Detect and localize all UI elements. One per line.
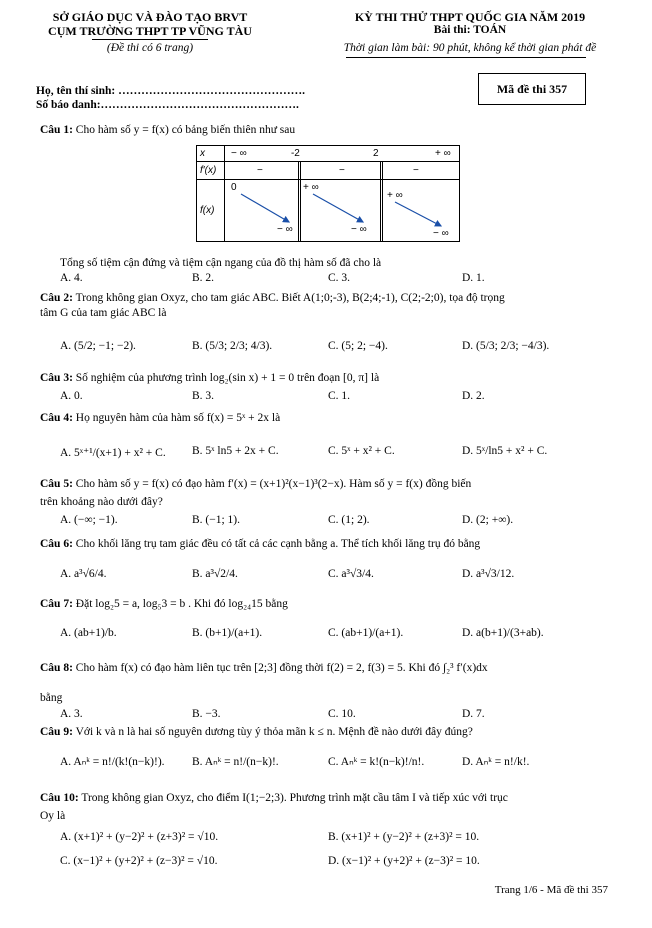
- question-7-text: Đặt log₂5 = a, log₅3 = b . Khi đó log₂₄15 bằng: [75, 598, 288, 610]
- vt-arrow-1: [241, 194, 289, 222]
- q2-option-a[interactable]: A. (5/2; −1; −2).: [60, 340, 136, 352]
- q5-option-b[interactable]: B. (−1; 1).: [192, 514, 241, 526]
- question-5-text-2: trên khoảng nào dưới đây?: [40, 496, 163, 508]
- vt-sign-1: −: [256, 165, 263, 176]
- question-1-label: Câu 1:: [40, 124, 73, 136]
- q4-option-a[interactable]: A. 5ˣ⁺¹/(x+1) + x² + C.: [60, 447, 166, 459]
- q9-option-b[interactable]: B. Aₙᵏ = n!/(n−k)!.: [192, 756, 279, 768]
- time-note: Thời gian làm bài: 90 phút, không kể thời gian phát đề: [343, 42, 597, 54]
- vt-fprime-label: f′(x): [197, 162, 225, 180]
- vt-f-0: 0: [230, 182, 237, 193]
- q9-option-d[interactable]: D. Aₙᵏ = n!/k!.: [462, 756, 530, 768]
- q7-option-d[interactable]: D. a(b+1)/(3+ab).: [462, 627, 544, 639]
- question-4-label: Câu 4:: [40, 412, 73, 424]
- question-5: [40, 478, 471, 490]
- q7-option-b[interactable]: B. (b+1)/(a+1).: [192, 627, 263, 639]
- q4-option-c[interactable]: C. 5ˣ + x² + C.: [328, 445, 395, 457]
- q4-option-b[interactable]: B. 5ˣ ln5 + 2x + C.: [192, 445, 279, 457]
- q10-option-c[interactable]: C. (x−1)² + (y+2)² + (z−3)² = √10.: [60, 855, 218, 867]
- question-6: [40, 538, 480, 550]
- question-1-after: Tổng số tiệm cận đứng và tiệm cận ngang của đồ thị hàm số đã cho là: [60, 257, 382, 269]
- vt-sign-3: −: [412, 165, 419, 176]
- page-footer: Trang 1/6 - Mã đề thi 357: [494, 884, 608, 896]
- q5-option-c[interactable]: C. (1; 2).: [328, 514, 370, 526]
- candidate-id-label: Số báo danh:…………………………………………….: [36, 99, 299, 111]
- question-10-text: Trong không gian Oxyz, cho điểm I(1;−2;3). Phương trình mặt cầu tâm I và tiếp xúc với trục: [81, 792, 508, 804]
- question-5-label: Câu 5:: [40, 478, 73, 490]
- page-count-note: (Đề thi có 6 trang): [106, 42, 194, 54]
- question-3-label: Câu 3:: [40, 372, 73, 384]
- q8-option-d[interactable]: D. 7.: [462, 708, 485, 720]
- vt-x-row: [224, 146, 459, 162]
- question-10: [40, 792, 508, 804]
- question-2: [40, 292, 505, 304]
- q2-option-c[interactable]: C. (5; 2; −4).: [328, 340, 388, 352]
- q9-option-c[interactable]: C. Aₙᵏ = k!(n−k)!/n!.: [328, 756, 425, 768]
- vt-fprime-row: [224, 162, 459, 180]
- vt-x-2: 2: [372, 148, 379, 159]
- vt-asymptote-mark-1: [298, 161, 301, 180]
- vt-x-label: x: [197, 146, 225, 162]
- q6-option-c[interactable]: C. a³√3/4.: [328, 568, 374, 580]
- question-9: [40, 726, 473, 738]
- vt-f-minus-inf-1: − ∞: [276, 224, 293, 235]
- question-2-text-2: tâm G của tam giác ABC là: [40, 307, 167, 319]
- question-4-text: Họ nguyên hàm của hàm số f(x) = 5ˣ + 2x là: [75, 412, 281, 424]
- q10-option-a[interactable]: A. (x+1)² + (y−2)² + (z+3)² = √10.: [60, 831, 219, 843]
- q1-option-c[interactable]: C. 3.: [328, 272, 351, 284]
- vt-f-plus-inf-1: + ∞: [302, 182, 319, 193]
- q1-option-b[interactable]: B. 2.: [192, 272, 215, 284]
- q5-option-d[interactable]: D. (2; +∞).: [462, 514, 514, 526]
- cluster-title: CỤM TRƯỜNG THPT TP VŨNG TÀU: [48, 24, 252, 38]
- q6-option-d[interactable]: D. a³√3/12.: [462, 568, 515, 580]
- question-2-text: Trong không gian Oxyz, cho tam giác ABC. Biết A(1;0;-3), B(2;4;-1), C(2;-2;0), tọa độ trọng: [75, 292, 505, 304]
- vt-f-label: f(x): [197, 180, 225, 242]
- q3-option-d[interactable]: D. 2.: [462, 390, 485, 402]
- candidate-name-label: Họ, tên thí sinh: ………………………………………….: [36, 85, 305, 97]
- question-3-text: Số nghiệm của phương trình log₂(sin x) + 1 = 0 trên đoạn [0, π] là: [75, 372, 380, 384]
- vt-x-minus-inf: − ∞: [230, 148, 247, 159]
- q7-option-c[interactable]: C. (ab+1)/(a+1).: [328, 627, 404, 639]
- q1-option-d[interactable]: D. 1.: [462, 272, 485, 284]
- vt-sign-2: −: [338, 165, 345, 176]
- question-5-text: Cho hàm số y = f(x) có đạo hàm f′(x) = (x+1)²(x−1)³(2−x). Hàm số y = f(x) đồng biến: [75, 478, 472, 490]
- q3-option-c[interactable]: C. 1.: [328, 390, 351, 402]
- question-8-text-2: bằng: [40, 692, 63, 704]
- question-1: [40, 124, 295, 136]
- question-9-label: Câu 9:: [40, 726, 73, 738]
- vt-arrows: [225, 180, 461, 242]
- q6-option-a[interactable]: A. a³√6/4.: [60, 568, 107, 580]
- q8-option-a[interactable]: A. 3.: [60, 708, 83, 720]
- q6-option-b[interactable]: B. a³√2/4.: [192, 568, 238, 580]
- question-3: [40, 372, 379, 384]
- exam-code-box: Mã đề thi 357: [478, 73, 586, 105]
- q4-option-d[interactable]: D. 5ˣ/ln5 + x² + C.: [462, 445, 548, 457]
- question-8: [40, 662, 488, 674]
- q2-option-b[interactable]: B. (5/3; 2/3; 4/3).: [192, 340, 273, 352]
- vt-f-minus-inf-3: − ∞: [432, 228, 449, 239]
- q10-option-d[interactable]: D. (x−1)² + (y+2)² + (z−3)² = 10.: [328, 855, 480, 867]
- question-8-text: Cho hàm f(x) có đạo hàm liên tục trên [2;3] đồng thời f(2) = 2, f(3) = 5. Khi đó ∫₂³ f′(x)dx: [75, 662, 488, 674]
- department-title: SỞ GIÁO DỤC VÀ ĐÀO TẠO BRVT: [52, 10, 248, 24]
- vt-f-row: [224, 180, 459, 242]
- question-9-text: Với k và n là hai số nguyên dương tùy ý thỏa mãn k ≤ n. Mệnh đề nào dưới đây đúng?: [75, 726, 473, 738]
- q2-option-d[interactable]: D. (5/3; 2/3; −4/3).: [462, 340, 550, 352]
- q8-option-b[interactable]: B. −3.: [192, 708, 221, 720]
- vt-arrow-2: [313, 194, 363, 222]
- question-6-label: Câu 6:: [40, 538, 73, 550]
- q9-option-a[interactable]: A. Aₙᵏ = n!/(k!(n−k)!).: [60, 756, 165, 768]
- q8-option-c[interactable]: C. 10.: [328, 708, 356, 720]
- question-10-text-2: Oy là: [40, 810, 66, 822]
- variation-table: [196, 145, 460, 242]
- vt-f-minus-inf-2: − ∞: [350, 224, 367, 235]
- q10-option-b[interactable]: B. (x+1)² + (y−2)² + (z+3)² = 10.: [328, 831, 480, 843]
- question-10-label: Câu 10:: [40, 792, 79, 804]
- vt-asymptote-mark-2: [380, 161, 383, 180]
- question-4: [40, 412, 280, 424]
- vt-f-plus-inf-2: + ∞: [386, 190, 403, 201]
- question-6-text: Cho khối lăng trụ tam giác đều có tất cả các cạnh bằng a. Thể tích khối lăng trụ đó bằng: [75, 538, 481, 550]
- q7-option-a[interactable]: A. (ab+1)/b.: [60, 627, 117, 639]
- vt-x-neg2: -2: [290, 148, 300, 159]
- q5-option-a[interactable]: A. (−∞; −1).: [60, 514, 118, 526]
- header-rule-right: [346, 57, 586, 58]
- question-2-label: Câu 2:: [40, 292, 73, 304]
- header-rule-left: [92, 39, 208, 40]
- q3-option-a[interactable]: A. 0.: [60, 390, 83, 402]
- subject-title: Bài thi: TOÁN: [433, 24, 507, 36]
- question-7: [40, 598, 288, 610]
- q1-option-a[interactable]: A. 4.: [60, 272, 83, 284]
- q3-option-b[interactable]: B. 3.: [192, 390, 215, 402]
- question-8-label: Câu 8:: [40, 662, 73, 674]
- vt-arrow-3: [395, 202, 441, 226]
- question-7-label: Câu 7:: [40, 598, 73, 610]
- exam-title: KỲ THI THỬ THPT QUỐC GIA NĂM 2019: [354, 10, 586, 24]
- vt-x-plus-inf: + ∞: [434, 148, 451, 159]
- question-1-text: Cho hàm số y = f(x) có bảng biến thiên như sau: [75, 124, 296, 136]
